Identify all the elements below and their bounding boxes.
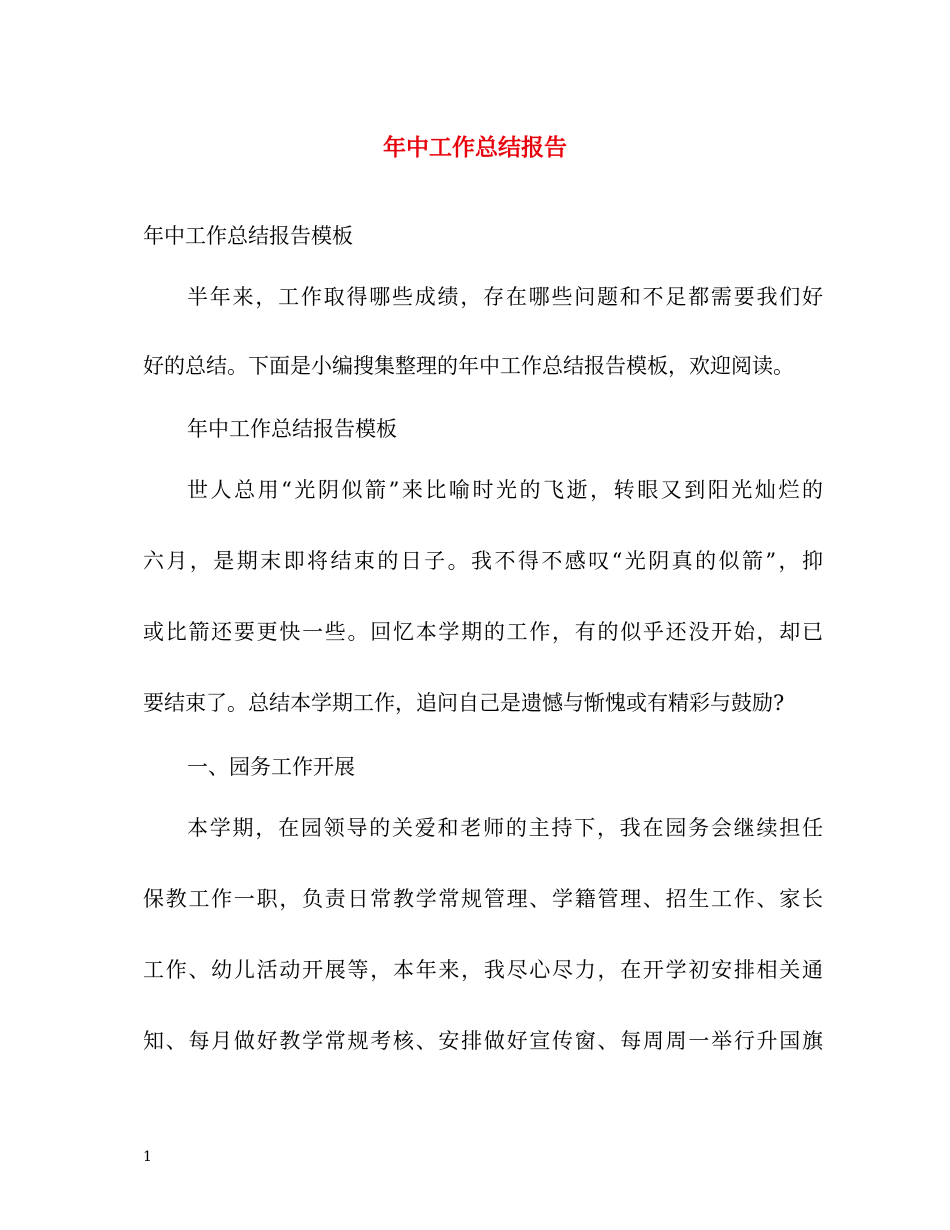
section-heading: 年中工作总结报告模板 <box>187 417 397 441</box>
subtitle-line: 年中工作总结报告模板 <box>143 224 353 248</box>
paragraph-line: 世人总用“光阴似箭”来比喻时光的飞逝，转眼又到阳光灿烂的 <box>187 478 823 502</box>
paragraph-line: 保教工作一职，负责日常教学常规管理、学籍管理、招生工作、家长 <box>143 887 823 911</box>
section-heading: 一、园务工作开展 <box>187 755 355 779</box>
document-title: 年中工作总结报告 <box>383 134 567 161</box>
paragraph-line: 知、每月做好教学常规考核、安排做好宣传窗、每周周一举行升国旗 <box>143 1029 823 1053</box>
paragraph-line: 好的总结。下面是小编搜集整理的年中工作总结报告模板，欢迎阅读。 <box>143 354 794 378</box>
paragraph-line: 半年来，工作取得哪些成绩，存在哪些问题和不足都需要我们好 <box>187 285 823 309</box>
paragraph-line: 六月，是期末即将结束的日子。我不得不感叹“光阴真的似箭”，抑 <box>143 549 823 573</box>
page-number: 1 <box>143 1149 152 1165</box>
paragraph-line: 本学期，在园领导的关爱和老师的主持下，我在园务会继续担任 <box>187 816 823 840</box>
paragraph-line: 要结束了。总结本学期工作，追问自己是遗憾与惭愧或有精彩与鼓励? <box>143 691 785 715</box>
paragraph-line: 工作、幼儿活动开展等，本年来，我尽心尽力，在开学初安排相关通 <box>143 958 823 982</box>
paragraph-line: 或比箭还要更快一些。回忆本学期的工作，有的似乎还没开始，却已 <box>143 620 823 644</box>
